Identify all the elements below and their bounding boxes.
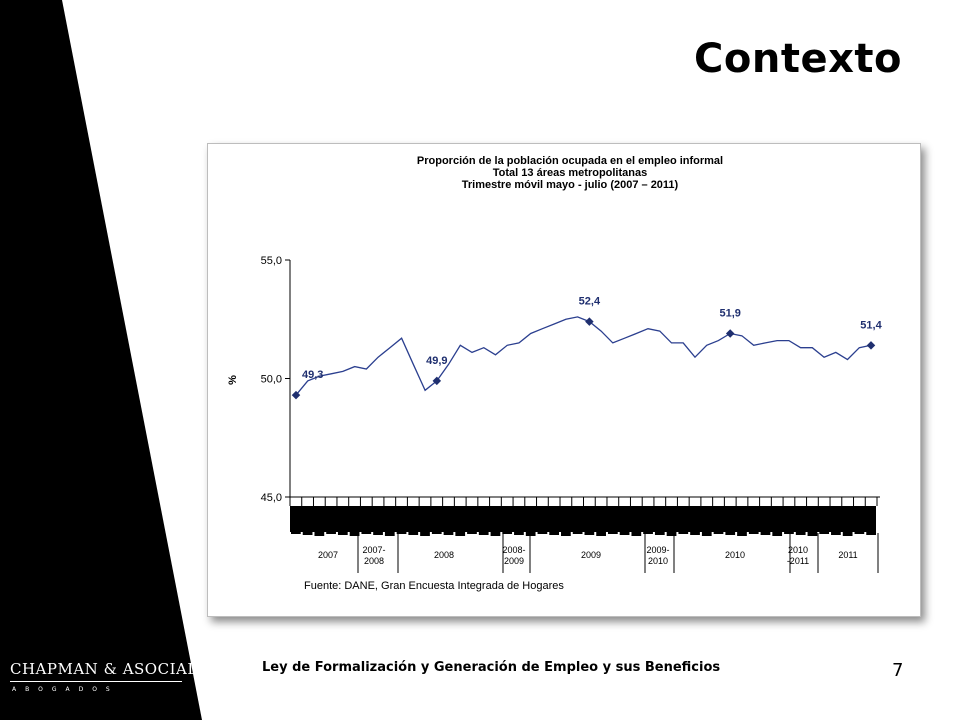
x-period-label: 2009 xyxy=(580,550,602,560)
month-label-block xyxy=(326,532,336,534)
data-label: 51,4 xyxy=(860,319,882,332)
chart-frame xyxy=(207,143,921,617)
month-label-block xyxy=(831,532,841,535)
data-label: 49,3 xyxy=(302,369,324,382)
month-label-block xyxy=(314,532,324,536)
month-label-block xyxy=(655,532,665,535)
month-label-block xyxy=(725,532,735,535)
x-period-label: 2008 xyxy=(433,550,455,560)
month-label-block xyxy=(866,532,876,535)
month-label-block xyxy=(479,532,489,535)
month-label-block xyxy=(538,532,548,534)
month-label-block xyxy=(561,532,571,536)
data-label: 49,9 xyxy=(426,354,448,367)
x-period-label: 2011 xyxy=(838,550,858,560)
month-label-block xyxy=(678,532,688,534)
month-label-block xyxy=(761,532,771,535)
month-label-block xyxy=(819,532,829,534)
x-period-label: 2007 xyxy=(317,550,339,560)
month-label-block xyxy=(455,532,465,536)
month-label-block xyxy=(514,532,524,535)
month-label-block xyxy=(373,532,383,535)
month-label-block xyxy=(843,532,853,536)
footer-text: Ley de Formalización y Generación de Empleo y sus Beneficios xyxy=(262,660,721,675)
chart-title-line: Proporción de la población ocupada en el empleo informal xyxy=(416,155,724,167)
month-label-block xyxy=(291,532,301,534)
x-period-label: -2011 xyxy=(786,556,810,566)
month-label-block xyxy=(667,532,677,536)
line-chart xyxy=(208,144,920,616)
x-period-label: 2009 xyxy=(503,556,525,566)
data-point-marker xyxy=(726,329,734,337)
x-period-label: 2008 xyxy=(363,556,385,566)
month-label-block xyxy=(855,532,865,534)
y-tick-label: 45,0 xyxy=(260,492,282,504)
month-label-block xyxy=(303,532,313,535)
data-label: 52,4 xyxy=(578,295,601,308)
x-period-label: 2007- xyxy=(362,545,386,555)
month-label-block xyxy=(737,532,747,536)
month-label-block xyxy=(608,532,618,534)
company-logo-subtitle: ABOGADOS xyxy=(12,686,119,693)
y-tick-label: 50,0 xyxy=(260,373,282,386)
month-label-block xyxy=(596,532,606,536)
month-label-strip xyxy=(290,506,876,532)
month-label-block xyxy=(491,532,501,536)
month-label-block xyxy=(361,532,371,534)
month-label-block xyxy=(749,532,759,534)
month-label-block xyxy=(408,532,418,535)
x-period-label: 2010 xyxy=(787,545,809,555)
month-label-block xyxy=(631,532,641,536)
month-label-block xyxy=(338,532,348,535)
month-label-block xyxy=(549,532,559,535)
month-label-block xyxy=(690,532,700,535)
month-label-block xyxy=(702,532,712,536)
series-line xyxy=(296,317,871,395)
month-label-block xyxy=(467,532,477,534)
month-label-block xyxy=(526,532,536,536)
month-label-block xyxy=(772,532,782,536)
y-tick-label: 55,0 xyxy=(260,255,282,267)
chart-source: Fuente: DANE, Gran Encuesta Integrada de Hogares xyxy=(304,580,564,592)
x-period-label: 2010 xyxy=(647,556,669,566)
company-logo: CHAPMAN & ASOCIADOS xyxy=(10,660,224,678)
logo-divider xyxy=(10,681,182,682)
page-number: 7 xyxy=(892,660,904,681)
x-period-label: 2008- xyxy=(502,545,526,555)
slide-title: Contexto xyxy=(694,36,902,82)
month-label-block xyxy=(573,532,583,534)
chart-title-line: Trimestre móvil mayo - julio (2007 – 2011) xyxy=(461,179,679,191)
month-label-block xyxy=(714,532,724,534)
month-label-block xyxy=(808,532,818,536)
month-label-block xyxy=(385,532,395,536)
month-label-block xyxy=(620,532,630,535)
month-label-block xyxy=(420,532,430,536)
x-period-label: 2009- xyxy=(646,545,670,555)
month-label-block xyxy=(502,532,512,534)
month-label-block xyxy=(432,532,442,534)
month-label-block xyxy=(585,532,595,535)
data-label: 51,9 xyxy=(719,307,741,320)
month-label-block xyxy=(796,532,806,535)
data-point-marker xyxy=(867,341,875,349)
month-label-block xyxy=(784,532,794,534)
x-period-label: 2010 xyxy=(724,550,746,560)
chart-title-line: Total 13 áreas metropolitanas xyxy=(492,167,648,179)
month-label-block xyxy=(444,532,454,535)
y-axis-label: % xyxy=(227,375,239,385)
